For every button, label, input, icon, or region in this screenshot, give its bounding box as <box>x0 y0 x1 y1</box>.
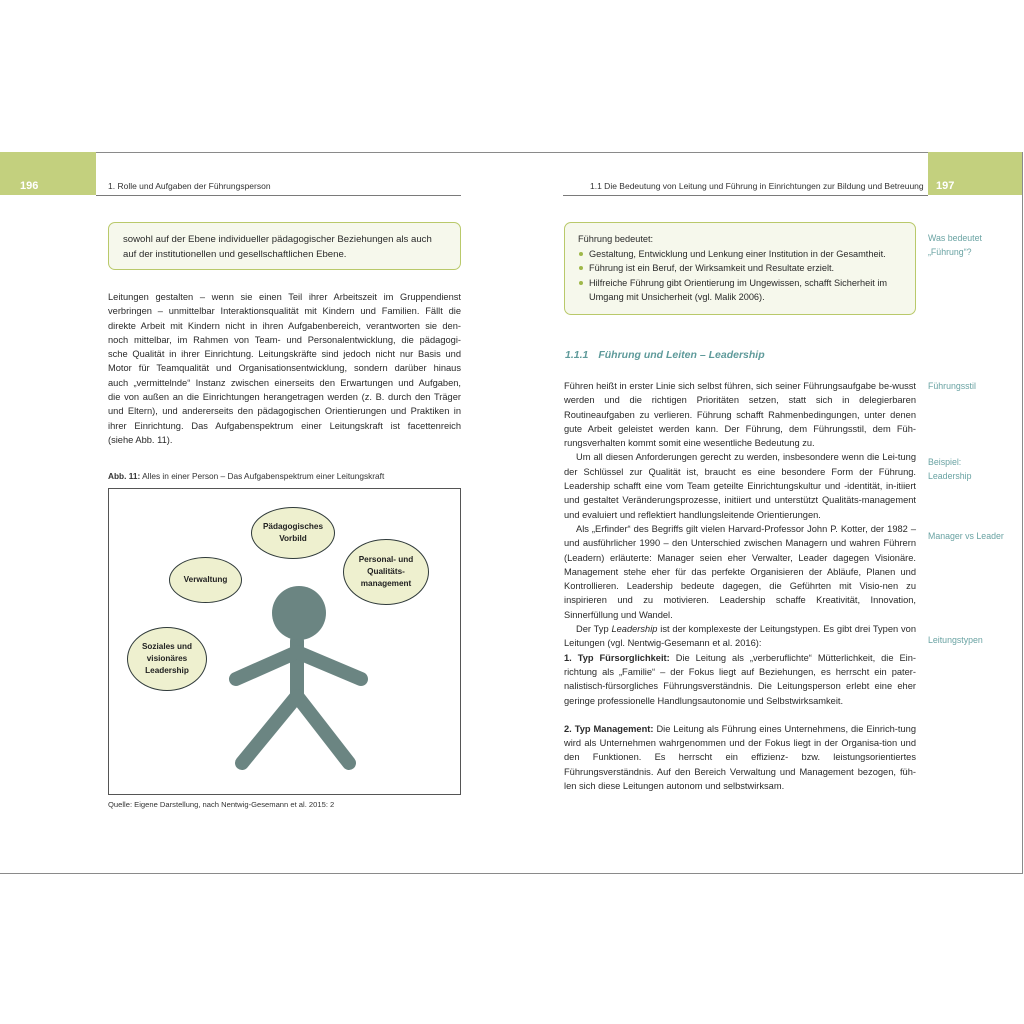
figure-frame <box>108 488 461 795</box>
body-line: verbringen – unmittelbar Interaktionsqualität mit Kindern und Familien. Fällt die <box>108 306 461 317</box>
paragraph: Führen heißt in erster Linie sich selbst führen, sich seiner Führungsaufgabe be-wusst werden und die richtigen Prioritäten setzen, statt sich in delegierbaren Routineaufgaben zu verlieren. Führung schafft Rahmenbedingungen, unter denen gute Arbeit geleistet werden kann. Der Führung, dem Führungsstil, dem Füh-rungsverhalten kommt somit eine wesentliche Bedeutung zu. <box>564 381 916 449</box>
oval-soziales-leadership: Soziales und visionäres Leadership <box>127 627 207 691</box>
section-heading: 1.1.1 Führung und Leiten – Leadership <box>565 349 765 361</box>
body-line: noch mittelbar, im Rahmen von Team- und Personalentwicklung, die pädagogi- <box>108 334 461 345</box>
left-body-text <box>108 290 461 447</box>
margin-note-fuehrungsstil: Führungsstil <box>928 381 976 391</box>
paragraph: Der Typ Leadership ist der komplexeste der Leitungstypen. Es gibt drei Typen von Leitungen (vgl. Nentwig-Gesemann et al. 2016): <box>564 624 917 649</box>
margin-note-manager: Manager vs Leader <box>928 531 1004 541</box>
right-callout-box <box>564 222 916 315</box>
oval-paedagogisches-vorbild: Pädagogisches Vorbild <box>251 507 335 559</box>
running-head-right: 1.1 Die Bedeutung von Leitung und Führung in Einrichtungen zur Bildung und Betreuung <box>590 181 924 191</box>
body-line: direkte Arbeit mit Kindern nicht in ihren Aufgabenbereich, verantworten sie den- <box>108 320 461 331</box>
body-line: die von außen an die Einrichtungen herangetragen werden (z. B. durch den Träger <box>108 392 461 403</box>
callout-title: Führung bedeutet: <box>578 234 654 244</box>
margin-note-fuehrung: Was bedeutet „Führung“? <box>928 233 982 257</box>
body-line: und Eltern), und andererseits den pädagogischen Orientierungen und Praktiken in <box>108 406 461 417</box>
body-line: (siehe Abb. 11). <box>108 434 173 445</box>
paragraph: Um all diesen Anforderungen gerecht zu werden, insbesondere wenn die Lei-tung der Schlüssel zur Qualität ist, braucht es eine besondere Form der Führung. Leadership schafft eine vom Team geteilte Einrichtungskultur und -identität, in-itiiert und gestaltet Veränderungsprozesse, initiiert und unterstützt Qualitäts-management und evaluiert und reflektiert handlungsleitende Orientierungen. <box>564 452 916 520</box>
figure-caption: Abb. 11: Alles in einer Person – Das Aufgabenspektrum einer Leitungskraft <box>108 471 385 481</box>
oval-verwaltung: Verwaltung <box>169 557 242 603</box>
callout-bullet: Führung ist ein Beruf, der Wirksamkeit und Resultate erzielt. <box>578 261 900 276</box>
body-line: Leitungen gestalten – wenn sie einen Teil ihrer Arbeitszeit im Gruppendienst <box>108 292 461 302</box>
page-number-right: 197 <box>928 152 1022 195</box>
body-line: auch „vermittelnde“ Instanz zwischen einerseits den Erwartungen und Aufgaben, <box>108 377 461 388</box>
margin-note-leitungstypen: Leitungstypen <box>928 635 983 645</box>
paragraph: Als „Erfinder“ des Begriffs gilt vielen Harvard-Professor John P. Kotter, der 1982 – und ausführlicher 1990 – den Unterschied zwischen Managern und wahren Führern (Leadern) erläuterte: Manager seien eher Verwalter, Leader dagegen Visionäre. Management stehe eher für das perfekte Organisieren der Abläufe, Planen und Kontrollieren. Leadership bedeute dagegen, die Geführten mit Visio-nen zu inspirieren und zu motivieren. Leadership schaffe Kreativität, Innovation, Sinnerfüllung und Wandel. <box>564 523 916 620</box>
body-line: ihrer Einrichtung. Das Aufgabenspektrum einer Leitungskraft ist facettenreich <box>108 420 461 431</box>
running-head-left: 1. Rolle und Aufgaben der Führungsperson <box>108 181 271 191</box>
callout-line: sowohl auf der Ebene individueller pädagogischer Beziehungen als auch <box>123 234 432 245</box>
running-head-rule-right <box>563 195 928 196</box>
callout-bullet: Gestaltung, Entwicklung und Lenkung einer Institution in der Gesamtheit. <box>578 247 900 262</box>
left-callout-box <box>108 222 461 270</box>
right-body-text <box>564 379 916 793</box>
paragraph-type-1: 1. Typ Fürsorglichkeit: Die Leitung als „verberuflichte“ Mütterlichkeit, die Ein-richtung als „Familie“ – der Fokus liegt auf Beziehungen, es herrscht ein pater-nalistisch-fürsorgliches Führungsverständnis. Die Leitungsperson erlebt eine eher geringe professionelle Handlungsautonomie und Selbstwirksamkeit. <box>564 652 916 706</box>
body-line: Motor für Teamqualität und Organisationsentwicklung, sondern darüber hinaus <box>108 363 461 374</box>
page-number-left: 196 <box>0 152 96 195</box>
margin-note-beispiel: Beispiel: Leadership <box>928 457 972 481</box>
paragraph-type-2: 2. Typ Management: Die Leitung als Führung eines Unternehmens, die Einrich-tung wird als Unternehmen wahrgenommen und der Fokus liegt in der Organisa-tion und den Funktionen. Es herrscht ein effizienz- bzw. leistungsorientiertes Führungsverständnis. Auf den Bereich Verwaltung und Management bezogen, füh-len sich diese Leitungen autonom und selbstwirksam. <box>564 723 916 792</box>
figure-source: Quelle: Eigene Darstellung, nach Nentwig-Gesemann et al. 2015: 2 <box>108 800 335 809</box>
body-line: sche Qualität in ihrer Einrichtung. Leitungskräfte sind jedoch nicht nur Basis und <box>108 349 461 360</box>
callout-line: auf der institutionellen und gesellschaftlichen Ebene. <box>123 249 347 260</box>
callout-bullet: Hilfreiche Führung gibt Orientierung im Ungewissen, schafft Sicherheit im Umgang mit Unsicherheit (vgl. Malik 2006). <box>578 276 900 305</box>
oval-personal-qualitaetsmanagement: Personal- und Qualitäts- management <box>343 539 429 605</box>
running-head-rule-left <box>96 195 461 196</box>
